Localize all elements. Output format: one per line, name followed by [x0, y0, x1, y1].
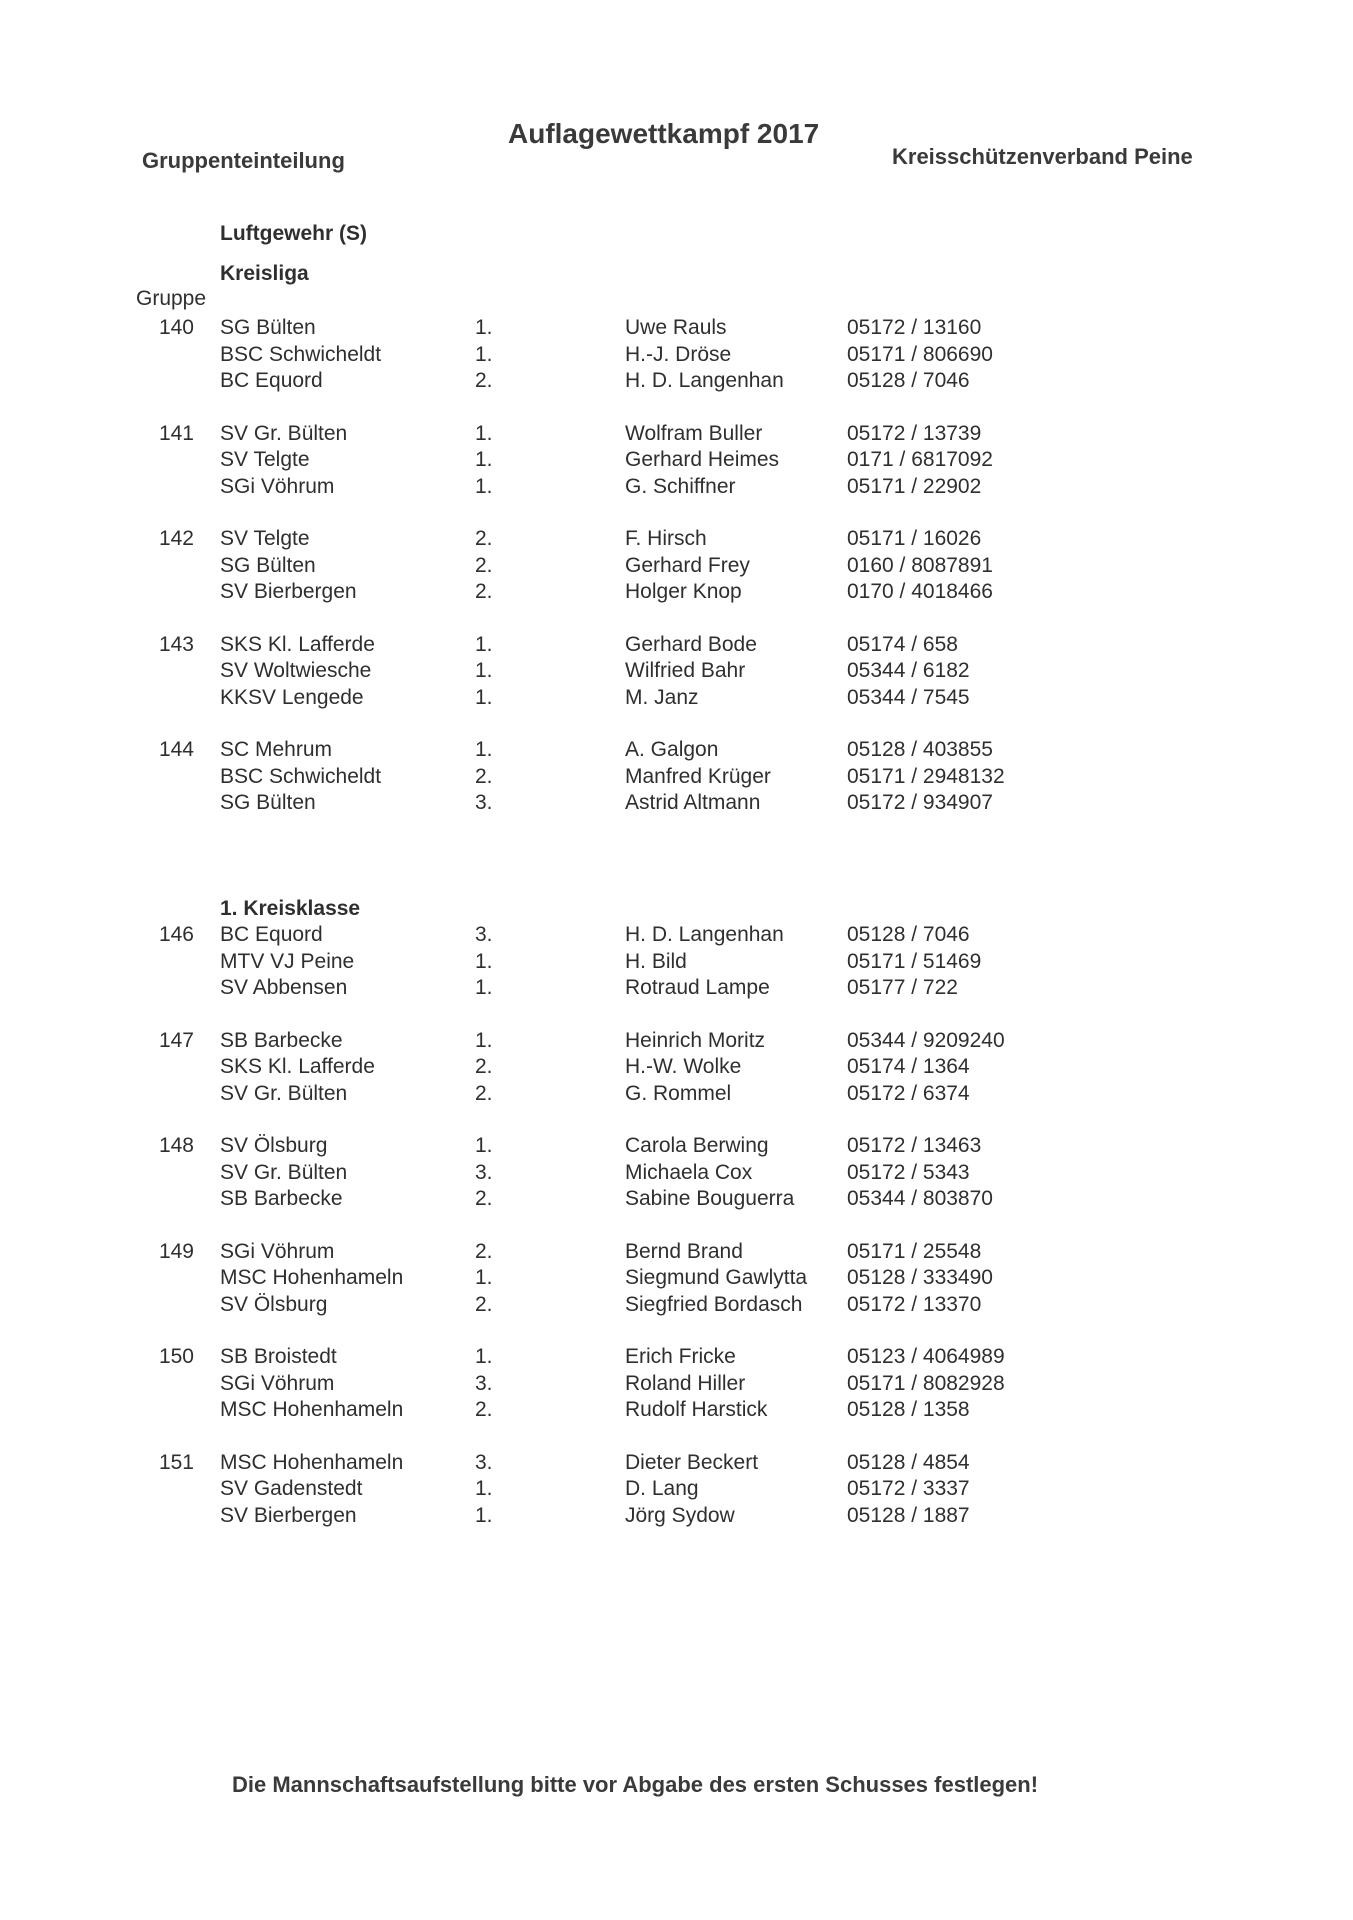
phone-number: 05177 / 722 — [847, 976, 958, 999]
team-number: 1. — [475, 421, 493, 445]
team-number: 1. — [475, 659, 493, 682]
table-row — [0, 554, 1353, 578]
team-number: 2. — [475, 1081, 493, 1105]
table-row — [0, 1187, 1353, 1211]
club-name: BSC Schwicheldt — [220, 342, 382, 366]
contact-name: Sabine Bouguerra — [625, 1187, 795, 1210]
contact-name: Erich Fricke — [625, 1345, 736, 1368]
club-name: SV Ölsburg — [220, 1292, 328, 1316]
group-number: 144 — [158, 738, 194, 761]
club-name: KKSV Lengede — [220, 685, 364, 709]
team-number: 1. — [475, 949, 493, 973]
page-title: Auflagewettkampf 2017 — [508, 118, 820, 149]
club-name: SB Barbecke — [220, 1028, 343, 1052]
phone-number: 05174 / 658 — [847, 632, 958, 656]
phone-number: 05171 / 22902 — [847, 474, 982, 498]
phone-number: 05128 / 1358 — [847, 1398, 970, 1421]
table-row — [0, 1082, 1353, 1106]
phone-number: 0170 / 4018466 — [847, 580, 993, 603]
team-number: 1. — [475, 632, 493, 656]
club-name: SV Gr. Bülten — [220, 1081, 348, 1105]
club-name: BC Equord — [220, 369, 323, 392]
contact-name: Roland Hiller — [625, 1371, 746, 1395]
club-name: SKS Kl. Lafferde — [220, 1055, 375, 1078]
table-row — [0, 1029, 1353, 1053]
table-row — [0, 738, 1353, 762]
team-number: 3. — [475, 1450, 493, 1474]
table-row — [0, 316, 1353, 340]
group-number: 150 — [158, 1345, 194, 1368]
contact-name: F. Hirsch — [625, 527, 707, 550]
club-name: SV Gr. Bülten — [220, 421, 348, 445]
contact-name: D. Lang — [625, 1477, 699, 1500]
table-row — [0, 448, 1353, 472]
contact-name: H. Bild — [625, 949, 687, 973]
table-row — [0, 1398, 1353, 1422]
table-row — [0, 1345, 1353, 1369]
phone-number: 05128 / 403855 — [847, 738, 993, 761]
team-number: 2. — [475, 553, 493, 577]
phone-number: 05128 / 1887 — [847, 1503, 970, 1527]
table-row — [0, 1055, 1353, 1079]
team-number: 2. — [475, 1187, 493, 1210]
team-number: 3. — [475, 1371, 493, 1395]
contact-name: Heinrich Moritz — [625, 1028, 766, 1052]
club-name: SKS Kl. Lafferde — [220, 632, 375, 656]
table-row — [0, 923, 1353, 947]
phone-number: 05128 / 333490 — [847, 1266, 993, 1289]
table-row — [0, 791, 1353, 815]
team-number: 2. — [475, 580, 493, 603]
team-number: 1. — [475, 448, 493, 471]
phone-number: 05171 / 2948132 — [847, 764, 1005, 788]
team-number: 1. — [475, 1266, 493, 1289]
footer-note: Die Mannschaftsaufstellung bitte vor Abgabe des ersten Schusses festlegen! — [232, 1772, 1039, 1797]
phone-number: 05344 / 803870 — [847, 1187, 993, 1210]
phone-number: 05172 / 6374 — [847, 1081, 970, 1105]
contact-name: Carola Berwing — [625, 1134, 769, 1157]
team-number: 1. — [475, 316, 493, 339]
team-number: 3. — [475, 923, 493, 946]
phone-number: 05128 / 4854 — [847, 1450, 970, 1474]
team-number: 1. — [475, 1477, 493, 1500]
team-number: 3. — [475, 791, 493, 814]
group-number: 142 — [158, 527, 194, 550]
phone-number: 05128 / 7046 — [847, 369, 970, 392]
club-name: SG Bülten — [220, 316, 316, 339]
contact-name: H.-J. Dröse — [625, 342, 732, 366]
discipline-label: Luftgewehr (S) — [220, 222, 367, 245]
table-row — [0, 527, 1353, 551]
club-name: SG Bülten — [220, 791, 316, 814]
club-name: SC Mehrum — [220, 738, 333, 761]
table-row — [0, 1372, 1353, 1396]
club-name: BSC Schwicheldt — [220, 764, 382, 788]
contact-name: Dieter Beckert — [625, 1450, 759, 1474]
section-title: Kreisliga — [220, 262, 309, 285]
contact-name: A. Galgon — [625, 738, 719, 761]
club-name: SV Bierbergen — [220, 1503, 357, 1527]
table-row — [0, 659, 1353, 683]
contact-name: Manfred Krüger — [625, 764, 771, 788]
phone-number: 05171 / 8082928 — [847, 1371, 1005, 1395]
table-row — [0, 976, 1353, 1000]
contact-name: H.-W. Wolke — [625, 1055, 742, 1078]
table-row — [0, 1504, 1353, 1528]
team-number: 1. — [475, 1134, 493, 1157]
phone-number: 05172 / 3337 — [847, 1477, 970, 1500]
club-name: MSC Hohenhameln — [220, 1450, 404, 1474]
phone-number: 05344 / 7545 — [847, 685, 970, 709]
team-number: 2. — [475, 764, 493, 788]
club-name: SV Ölsburg — [220, 1134, 328, 1157]
header-right: Kreisschützenverband Peine — [892, 144, 1193, 169]
club-name: SV Bierbergen — [220, 580, 357, 603]
phone-number: 05344 / 6182 — [847, 659, 970, 682]
table-row — [0, 369, 1353, 393]
club-name: SG Bülten — [220, 553, 316, 577]
club-name: SGi Vöhrum — [220, 1239, 335, 1263]
contact-name: Bernd Brand — [625, 1239, 743, 1263]
contact-name: Rotraud Lampe — [625, 976, 770, 999]
contact-name: Gerhard Heimes — [625, 448, 780, 471]
phone-number: 05171 / 16026 — [847, 527, 982, 550]
table-row — [0, 1293, 1353, 1317]
table-row — [0, 686, 1353, 710]
contact-name: Holger Knop — [625, 580, 742, 603]
contact-name: H. D. Langenhan — [625, 369, 784, 392]
phone-number: 05171 / 25548 — [847, 1239, 982, 1263]
contact-name: Jörg Sydow — [625, 1503, 735, 1527]
club-name: SB Broistedt — [220, 1345, 337, 1368]
contact-name: G. Rommel — [625, 1081, 732, 1105]
table-row — [0, 1240, 1353, 1264]
table-row — [0, 422, 1353, 446]
team-number: 2. — [475, 1055, 493, 1078]
club-name: SB Barbecke — [220, 1187, 343, 1210]
group-number: 148 — [158, 1134, 194, 1157]
group-number: 140 — [158, 316, 194, 339]
club-name: SV Gadenstedt — [220, 1477, 363, 1500]
team-number: 1. — [475, 1503, 493, 1527]
club-name: MTV VJ Peine — [220, 949, 355, 973]
phone-number: 05171 / 806690 — [847, 342, 993, 366]
club-name: SGi Vöhrum — [220, 1371, 335, 1395]
contact-name: Uwe Rauls — [625, 316, 727, 339]
contact-name: Michaela Cox — [625, 1160, 753, 1184]
phone-number: 05344 / 9209240 — [847, 1028, 1005, 1052]
table-row — [0, 580, 1353, 604]
team-number: 1. — [475, 474, 493, 498]
contact-name: G. Schiffner — [625, 474, 736, 498]
contact-name: Rudolf Harstick — [625, 1398, 768, 1421]
group-number: 147 — [158, 1028, 194, 1052]
club-name: MSC Hohenhameln — [220, 1266, 404, 1289]
header-left: Gruppenteinteilung — [142, 148, 345, 173]
club-name: SV Gr. Bülten — [220, 1160, 348, 1184]
team-number: 2. — [475, 369, 493, 392]
team-number: 1. — [475, 738, 493, 761]
phone-number: 05172 / 13739 — [847, 421, 982, 445]
table-row — [0, 343, 1353, 367]
table-row — [0, 633, 1353, 657]
contact-name: M. Janz — [625, 685, 699, 709]
team-number: 1. — [475, 976, 493, 999]
club-name: SV Telgte — [220, 527, 310, 550]
team-number: 1. — [475, 1028, 493, 1052]
team-number: 2. — [475, 1239, 493, 1263]
table-row — [0, 1451, 1353, 1475]
team-number: 3. — [475, 1160, 493, 1184]
table-row — [0, 475, 1353, 499]
table-row — [0, 765, 1353, 789]
contact-name: Gerhard Bode — [625, 632, 757, 656]
team-number: 1. — [475, 685, 493, 709]
phone-number: 05172 / 13463 — [847, 1134, 982, 1157]
contact-name: Siegfried Bordasch — [625, 1292, 803, 1316]
phone-number: 05172 / 13370 — [847, 1292, 982, 1316]
section-title: 1. Kreisklasse — [220, 897, 361, 920]
team-number: 1. — [475, 342, 493, 366]
group-column-label: Gruppe — [136, 287, 207, 310]
phone-number: 05172 / 13160 — [847, 316, 982, 339]
group-number: 149 — [158, 1239, 194, 1263]
club-name: SV Abbensen — [220, 976, 348, 999]
phone-number: 05172 / 934907 — [847, 791, 993, 814]
club-name: BC Equord — [220, 923, 323, 946]
phone-number: 05174 / 1364 — [847, 1055, 970, 1078]
club-name: SGi Vöhrum — [220, 474, 335, 498]
table-row — [0, 950, 1353, 974]
phone-number: 05171 / 51469 — [847, 949, 982, 973]
team-number: 2. — [475, 527, 493, 550]
group-number: 143 — [158, 632, 194, 656]
table-row — [0, 1134, 1353, 1158]
contact-name: Wilfried Bahr — [625, 659, 746, 682]
phone-number: 05128 / 7046 — [847, 923, 970, 946]
contact-name: Wolfram Buller — [625, 421, 763, 445]
phone-number: 0171 / 6817092 — [847, 448, 993, 471]
group-number: 146 — [158, 923, 194, 946]
table-row — [0, 1477, 1353, 1501]
group-number: 141 — [158, 421, 194, 445]
team-number: 1. — [475, 1345, 493, 1368]
phone-number: 05172 / 5343 — [847, 1160, 970, 1184]
group-number: 151 — [158, 1450, 194, 1474]
team-number: 2. — [475, 1398, 493, 1421]
contact-name: Astrid Altmann — [625, 791, 761, 814]
club-name: MSC Hohenhameln — [220, 1398, 404, 1421]
phone-number: 0160 / 8087891 — [847, 553, 993, 577]
club-name: SV Woltwiesche — [220, 659, 372, 682]
contact-name: Siegmund Gawlytta — [625, 1266, 808, 1289]
club-name: SV Telgte — [220, 448, 310, 471]
contact-name: H. D. Langenhan — [625, 923, 784, 946]
contact-name: Gerhard Frey — [625, 553, 750, 577]
table-row — [0, 1161, 1353, 1185]
phone-number: 05123 / 4064989 — [847, 1345, 1005, 1368]
team-number: 2. — [475, 1292, 493, 1316]
table-row — [0, 1266, 1353, 1290]
